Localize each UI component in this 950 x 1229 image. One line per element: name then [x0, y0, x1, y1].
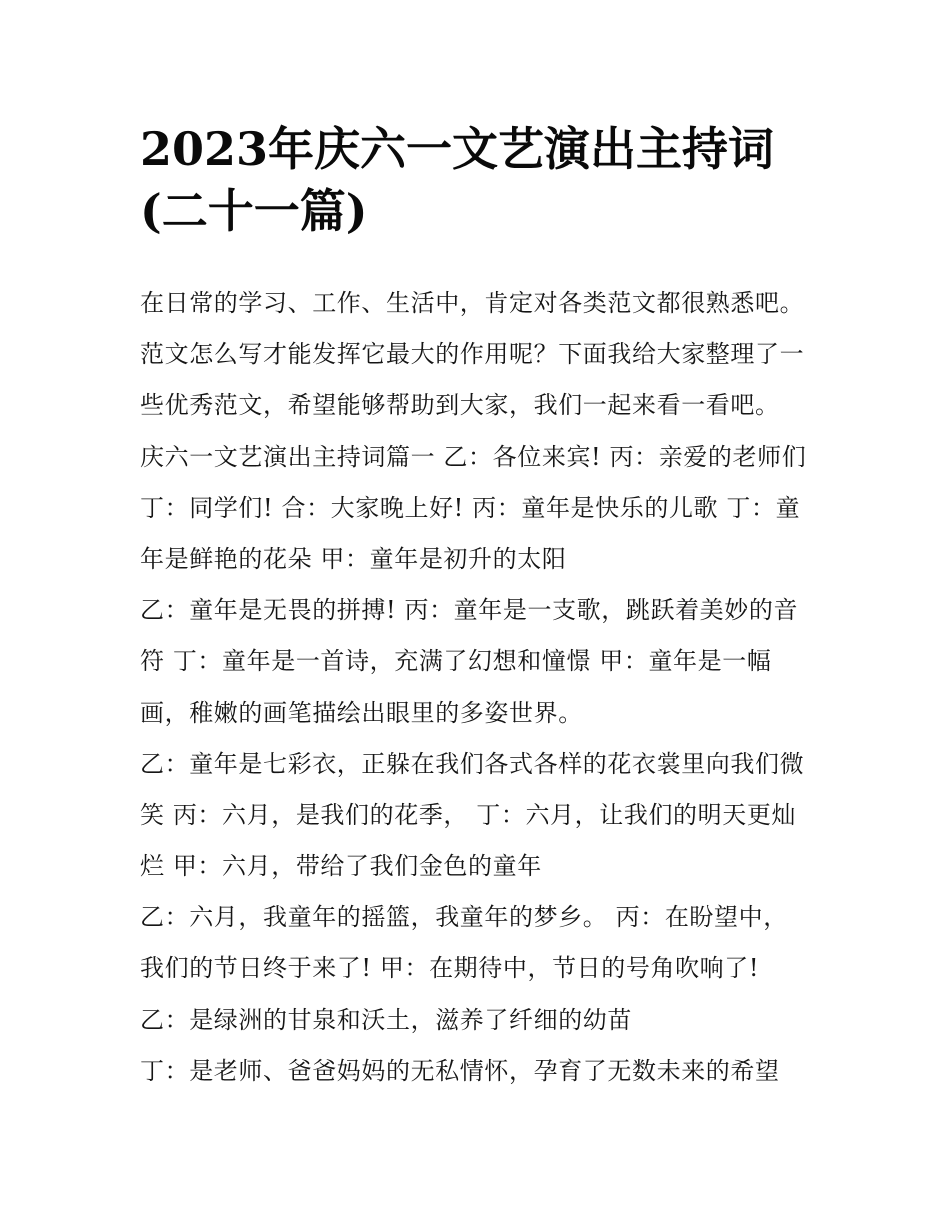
body-line: 些优秀范文，希望能够帮助到大家，我们一起来看一看吧。 [140, 391, 780, 420]
body-line: 乙：六月，我童年的摇篮，我童年的梦乡。 丙：在盼望中， [140, 903, 788, 932]
body-line: 范文怎么写才能发挥它最大的作用呢？下面我给大家整理了一 [140, 340, 805, 369]
title-line: (二十一篇) [140, 184, 368, 238]
body-line: 在日常的学习、工作、生活中，肯定对各类范文都很熟悉吧。 [140, 289, 805, 317]
body-line: 我们的节日终于来了! 甲：在期待中，节日的号角吹响了! [140, 954, 760, 983]
body-line: 烂 甲：六月，带给了我们金色的童年 [140, 852, 542, 881]
body-line: 乙：童年是七彩衣，正躲在我们各式各样的花衣裳里向我们微 [140, 749, 805, 778]
body-line: 丁：是老师、爸爸妈妈的无私情怀，孕育了无数未来的希望 [140, 1056, 780, 1085]
body-line: 笑 丙：六月，是我们的花季， 丁：六月，让我们的明天更灿 [140, 800, 797, 829]
body-line: 乙：童年是无畏的拼搏! 丙：童年是一支歌，跳跃着美妙的音 [140, 596, 799, 625]
body-line: 庆六一文艺演出主持词篇一 乙：各位来宾! 丙：亲爱的老师们 [140, 442, 807, 471]
body-line: 画，稚嫩的画笔描绘出眼里的多姿世界。 [140, 698, 583, 727]
body-line: 乙：是绿洲的甘泉和沃土，滋养了纤细的幼苗 [140, 1005, 632, 1034]
body-line: 符 丁：童年是一首诗，充满了幻想和憧憬 甲：童年是一幅 [140, 647, 772, 676]
document-title [140, 118, 830, 242]
title-line: 2023年庆六一文艺演出主持词 [140, 122, 775, 176]
document-body [140, 278, 830, 1097]
body-line: 年是鲜艳的花朵 甲：童年是初升的太阳 [140, 544, 567, 573]
body-line: 丁：同学们! 合：大家晚上好! 丙：童年是快乐的儿歌 丁：童 [140, 493, 801, 522]
